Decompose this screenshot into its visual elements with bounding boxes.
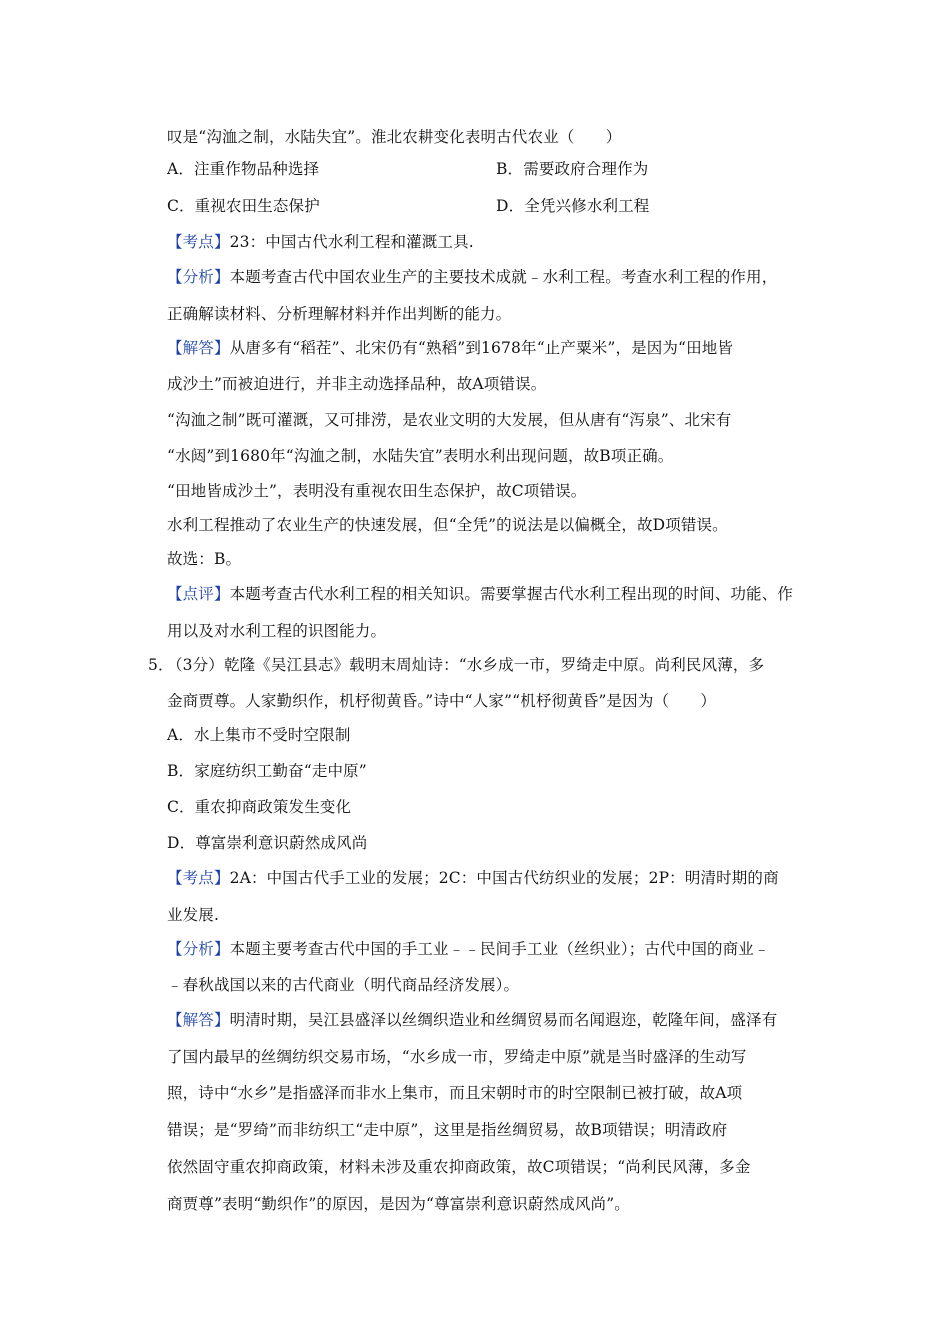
q5-fenxi-line-1 [167, 939, 770, 959]
q4-jieda-line-1 [167, 338, 733, 358]
q4-jieda-line-2: 成沙土”而被迫进行，并非主动选择品种，故A项错误。 [167, 375, 547, 393]
q4-kaodian-text: 23：中国古代水利工程和灌溉工具. [229, 233, 474, 251]
q4-kaodian [167, 232, 474, 252]
fenxi-tag: 【分析】 [167, 940, 230, 958]
q5-option-c: C．重农抑商政策发生变化 [167, 798, 352, 816]
fenxi-tag: 【分析】 [167, 268, 230, 286]
q4-option-b: B．需要政府合理作为 [496, 160, 649, 178]
q5-jieda-line-5: 依然固守重农抑商政策，材料未涉及重农抑商政策，故C项错误；“尚利民风薄，多金 [167, 1158, 751, 1176]
q5-jieda-line-2: 了国内最早的丝绸纺织交易市场，“水乡成一市，罗绮走中原”就是当时盛泽的生动写 [167, 1048, 747, 1066]
q4-dianping-line-1 [167, 584, 793, 604]
q4-jieda-line-6: 水利工程推动了农业生产的快速发展，但“全凭”的说法是以偏概全，故D项错误。 [167, 516, 728, 534]
q5-stem-line-1: （3分）乾隆《吴江县志》载明末周灿诗：“水乡成一市，罗绮走中原。尚利民风薄，多 [167, 656, 765, 674]
q4-dianping-text: 本题考查古代水利工程的相关知识。需要掌握古代水利工程出现的时间、功能、作 [229, 585, 794, 603]
q4-option-a: A．注重作物品种选择 [167, 160, 320, 178]
q5-option-b: B．家庭纺织工勤奋“走中原” [167, 762, 367, 780]
q5-kaodian-line-1 [167, 868, 779, 888]
q5-kaodian-line-2: 业发展. [167, 906, 220, 924]
q5-jieda-line-3: 照，诗中“水乡”是指盛泽而非水上集市，而且宋朝时市的时空限制已被打破，故A项 [167, 1084, 743, 1102]
q4-dianping-line-2: 用以及对水利工程的识图能力。 [167, 622, 387, 640]
jieda-tag: 【解答】 [167, 1011, 230, 1029]
jieda-tag: 【解答】 [167, 339, 230, 357]
q4-jieda-line-5: “田地皆成沙土”，表明没有重视农田生态保护，故C项错误。 [167, 482, 587, 500]
q4-fenxi-line-2: 正确解读材料、分析理解材料并作出判断的能力。 [167, 305, 512, 323]
q5-jieda-text: 明清时期，吴江县盛泽以丝绸织造业和丝绸贸易而名闻遐迩，乾隆年间，盛泽有 [229, 1011, 778, 1029]
q5-stem-line-2: 金商贾尊。人家勤织作，机杼彻黄昏。”诗中“人家”“机杼彻黄昏”是因为（ ） [167, 692, 717, 710]
q4-option-d: D．全凭兴修水利工程 [496, 197, 650, 215]
q5-option-d: D．尊富崇利意识蔚然成风尚 [167, 834, 368, 852]
q4-jieda-text: 从唐多有“稻茬”、北宋仍有“熟稻”到1678年“止产粟米”，是因为“田地皆 [229, 339, 734, 357]
q4-jieda-line-7: 故选：B。 [167, 550, 242, 568]
kaodian-tag: 【考点】 [167, 233, 230, 251]
q4-jieda-line-3: “沟洫之制”既可灌溉，又可排涝，是农业文明的大发展，但从唐有“泻泉”、北宋有 [167, 411, 732, 429]
q5-fenxi-text: 本题主要考查古代中国的手工业﹣﹣民间手工业（丝织业）；古代中国的商业﹣ [229, 940, 770, 958]
q5-option-a: A．水上集市不受时空限制 [167, 726, 351, 744]
q4-option-c: C．重视农田生态保护 [167, 197, 320, 215]
q5-kaodian-text: 2A：中国古代手工业的发展；2C：中国古代纺织业的发展；2P：明清时期的商 [229, 869, 779, 887]
q5-fenxi-line-2: ﹣春秋战国以来的古代商业（明代商品经济发展）。 [167, 976, 520, 994]
q5-number: 5． [148, 656, 174, 674]
dianping-tag: 【点评】 [167, 585, 230, 603]
q4-stem-tail: 叹是“沟洫之制，水陆失宜”。淮北农耕变化表明古代农业（ ） [167, 128, 622, 146]
kaodian-tag: 【考点】 [167, 869, 230, 887]
q4-fenxi-line-1 [167, 267, 777, 287]
q5-jieda-line-4: 错误；是“罗绮”而非纺织工“走中原”，这里是指丝绸贸易，故B项错误；明清政府 [167, 1121, 728, 1139]
q4-jieda-line-4: “水闼”到1680年“沟洫之制，水陆失宜”表明水利出现问题，故B项正确。 [167, 447, 674, 465]
q4-fenxi-text: 本题考查古代中国农业生产的主要技术成就﹣水利工程。考查水利工程的作用， [229, 268, 778, 286]
q5-jieda-line-6: 商贾尊”表明“勤织作”的原因，是因为“尊富崇利意识蔚然成风尚”。 [167, 1195, 630, 1213]
q5-jieda-line-1 [167, 1010, 777, 1030]
